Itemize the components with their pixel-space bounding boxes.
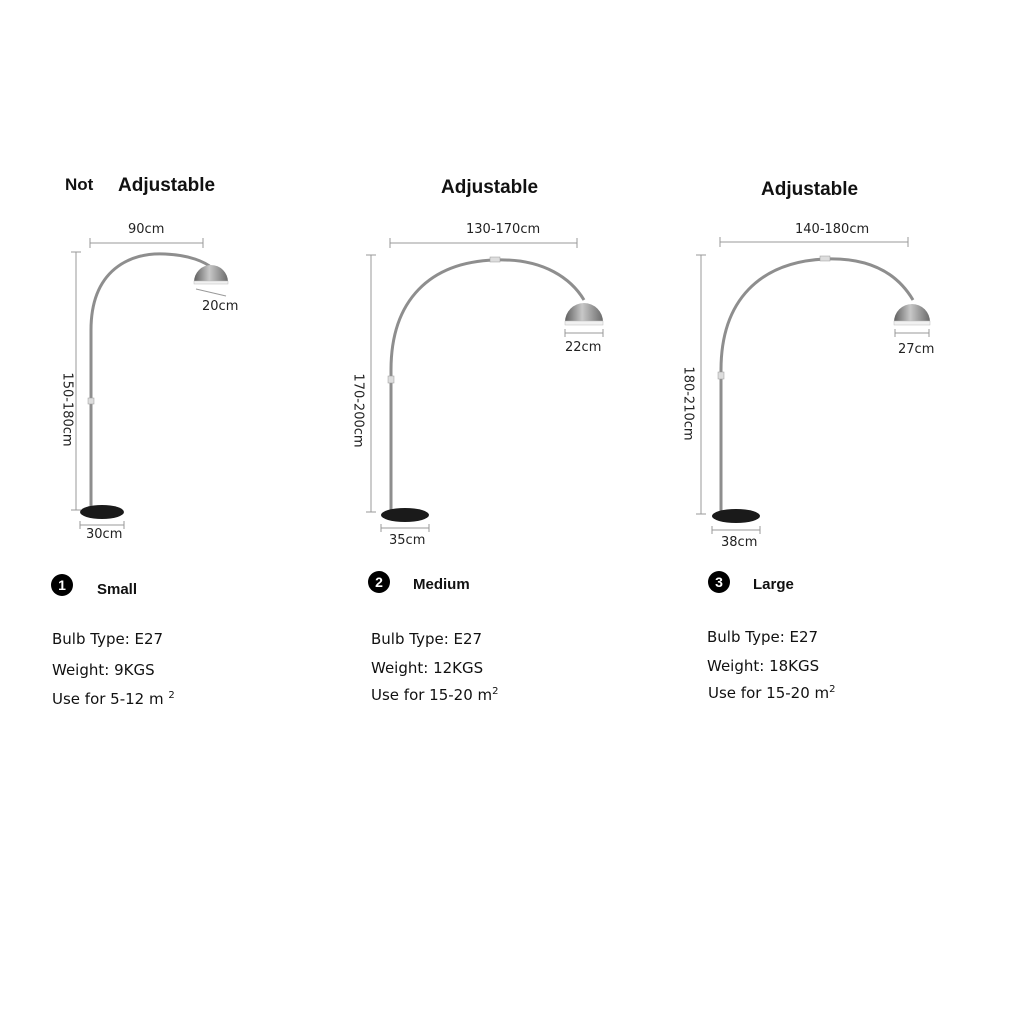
use-area: Use for 5-12 m $^2$ <box>52 690 175 708</box>
size-number-badge: 2 <box>368 571 390 593</box>
size-name: Medium <box>413 576 470 593</box>
arc-width-label: 140-180cm <box>795 222 870 237</box>
header-adjustable: Adjustable <box>441 177 539 198</box>
lamp-small-drawing <box>71 238 228 529</box>
arc-width-label: 130-170cm <box>466 222 541 237</box>
header-prefix: Not <box>65 175 94 194</box>
weight: Weight: 12KGS <box>371 659 484 677</box>
bulb-type: Bulb Type: E27 <box>371 630 483 648</box>
weight: Weight: 18KGS <box>707 657 820 675</box>
size-number-badge: 3 <box>708 571 730 593</box>
shade-size-label: 27cm <box>898 342 935 357</box>
size-name: Large <box>753 576 794 593</box>
lamp-base <box>80 505 124 519</box>
lamp-large-drawing <box>696 237 930 534</box>
height-label: 150-180cm <box>59 372 75 447</box>
base-size-label: 35cm <box>389 533 426 548</box>
lamp-shade <box>194 265 228 282</box>
header-adjustable: Adjustable <box>761 179 859 200</box>
lamp-medium-drawing <box>366 238 603 532</box>
height-label: 180-210cm <box>680 366 696 441</box>
shade-size-label: 22cm <box>565 340 602 355</box>
lamp-arc <box>91 254 212 508</box>
shade-size-label: 20cm <box>202 299 239 314</box>
bulb-type: Bulb Type: E27 <box>707 628 819 646</box>
use-area: Use for 15-20 $m^2$ <box>371 686 499 704</box>
header-adjustable: Adjustable <box>118 175 216 196</box>
weight: Weight: 9KGS <box>52 661 155 679</box>
use-area: Use for 15-20 $m^2$ <box>708 684 836 702</box>
base-size-label: 30cm <box>86 527 123 542</box>
size-name: Small <box>97 581 138 598</box>
bulb-type: Bulb Type: E27 <box>52 630 164 648</box>
size-number-badge: 1 <box>51 574 73 596</box>
base-size-label: 38cm <box>721 535 758 550</box>
height-label: 170-200cm <box>350 373 366 448</box>
arc-width-label: 90cm <box>128 222 165 237</box>
